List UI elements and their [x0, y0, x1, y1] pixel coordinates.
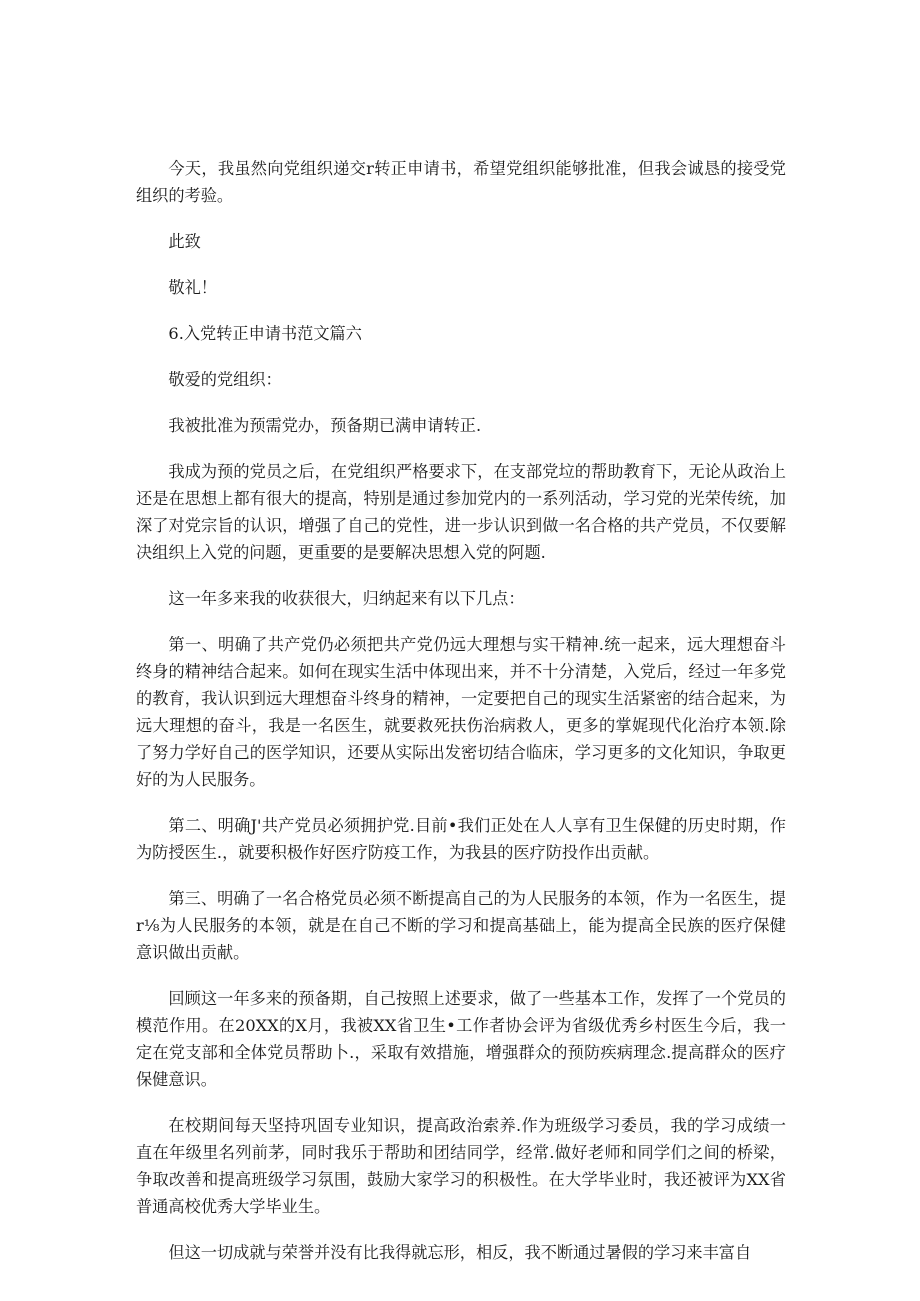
paragraph-body: 在校期间每天坚持巩固专业知识，提高政治索养.作为班级学习委员，我的学习成绩一直在年级里名列前茅，同时我乐于帮助和团结同学，经常.做好老师和同学们之间的桥梁，争取改善和提高班级学习氛围，鼓励大家学习的积极性。在大学毕业时，我还被评为XX省普通高校优秀大学毕业生。 [136, 1116, 786, 1216]
document-body [136, 155, 786, 1285]
paragraph-jingli: 敬礼！ [168, 278, 217, 297]
section-heading: 6.入党转正申请书范文篇六 [168, 324, 362, 343]
paragraph-point-three: 第三、明确了一名合格党员必须不断提高自己的为人民服务的本领，作为一名医生，提r⅛为人民服务的本领，就是在自己不断的学习和提高基础上，能为提高全民族的医疗保健意识做出贡献。 [136, 889, 786, 962]
paragraph-opening: 今天，我虽然向党组织递交r转正申请书，希望党组织能够批准，但我会诚恳的接受党组织的考验。 [136, 159, 786, 205]
paragraph-body: 我成为预的党员之后，在党组织严格要求下，在支部党垃的帮助教育下，无论从政治上还是在思想上都有很大的提高，特别是通过参加党内的一系列活动，学习党的光荣传统，加深了对党宗旨的认识，增强了自己的党性，进一步认识到做一名合格的共产党员，不仅要解决组织上入党的问题，更重要的是要解决思想入党的阿题. [136, 462, 786, 562]
paragraph-point-two: 第二、明确J'共产党员必须拥护党.目前•我们正处在人人享有卫生保健的历史时期，作为防授医生.，就要积极作好医疗防疫工作，为我县的医疗防投作出贡献。 [136, 816, 786, 862]
paragraph-salutation: 敬爱的党组织： [168, 370, 282, 389]
paragraph-body: 回顾这一年多来的预备期，自己按照上述要求，做了一些基本工作，发挥了一个党员的模范作用。在20XX的X月，我被XX省卫生•工作者协会评为省级优秀乡村医生今后，我一定在党支部和全体党员帮助卜.，采取有效措施，增强群众的预防疾病理念.提高群众的医疗保健意识。 [136, 989, 786, 1089]
paragraph-body: 这一年多来我的收获很大，归纳起来有以下几点： [168, 589, 525, 608]
paragraph-cizhi: 此致 [168, 232, 201, 251]
paragraph-body: 但这一切成就与荣誉并没有比我得就忘形，相反，我不断通过暑假的学习来丰富自 [168, 1243, 752, 1262]
paragraph-point-one: 第一、明确了共产党仍必须把共产党仍远大理想与实干精神.统一起来，远大理想奋斗终身的精神结合起来。如何在现实生活中体现出来，并不十分清楚，入党后，经过一年多党的教育，我认识到远大理想奋斗终身的精神，一定要把自己的现实生活紧密的结合起来，为远大理想的奋斗，我是一名医生，就要救死扶伤治病救人，更多的掌娓现代化治疗本领.除了努力学好自己的医学知识，还要从实际出发密切结合临床，学习更多的文化知识，争取更好的为人民服务。 [136, 635, 786, 789]
paragraph-statement: 我被批准为预需党办，预备期已满申请转正. [168, 416, 482, 435]
